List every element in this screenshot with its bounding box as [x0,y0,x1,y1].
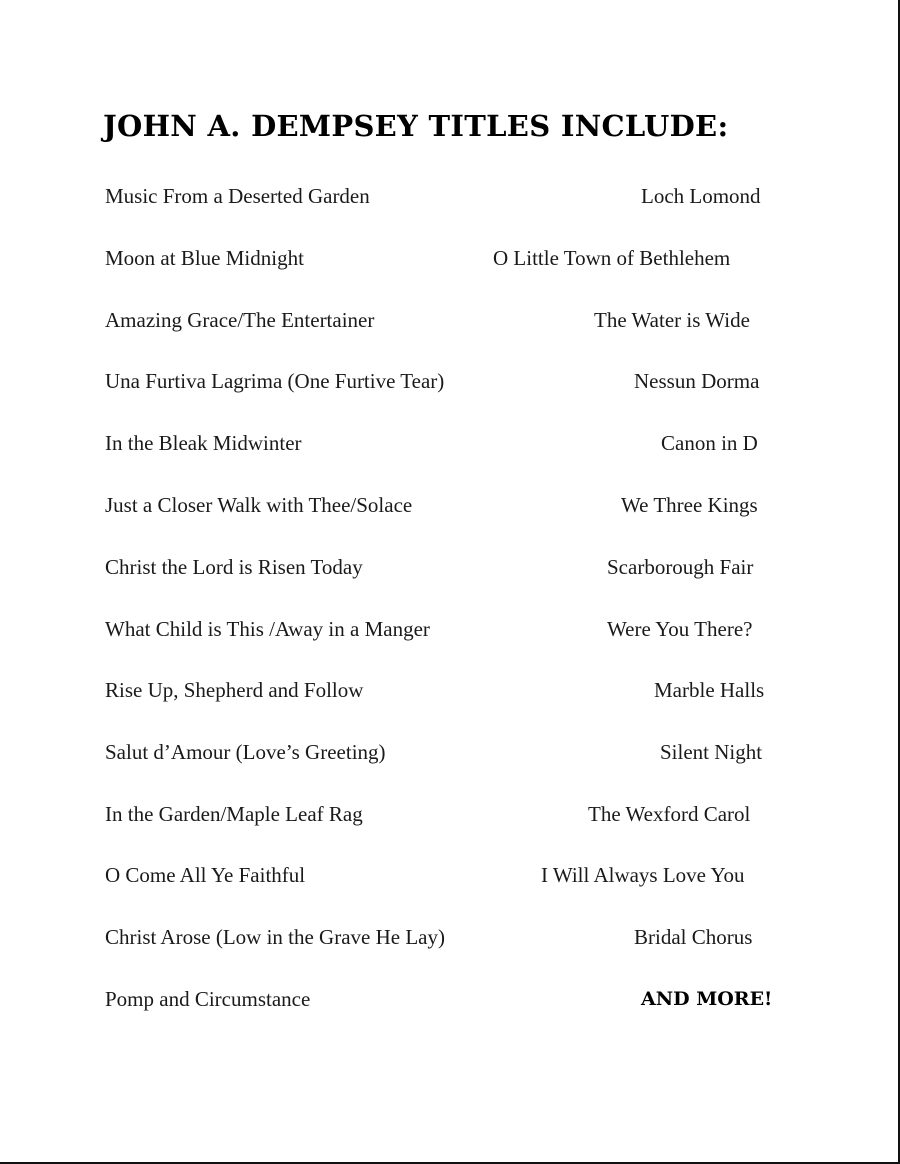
left-title: Christ Arose (Low in the Grave He Lay) [105,925,445,949]
title-row [105,860,794,890]
title-row [105,614,794,644]
right-title: Silent Night [660,740,763,764]
left-title: Just a Closer Walk with Thee/Solace [105,493,413,517]
right-title: O Little Town of Bethlehem [493,246,731,270]
left-title: Amazing Grace/The Entertainer [105,308,375,332]
right-title: Bridal Chorus [634,925,753,949]
left-title: Christ the Lord is Risen Today [105,555,363,579]
left-title: Music From a Deserted Garden [105,184,370,208]
title-row [105,243,794,273]
left-title: O Come All Ye Faithful [105,863,306,887]
title-row [105,366,794,396]
left-title: Una Furtiva Lagrima (One Furtive Tear) [105,369,445,393]
right-title: I Will Always Love You [541,863,745,887]
left-title: In the Bleak Midwinter [105,431,302,455]
title-row [105,984,794,1014]
right-title: Loch Lomond [641,184,761,208]
title-row [105,552,794,582]
and-more-label: AND MORE! [641,988,773,1010]
title-row [105,675,794,705]
left-title: Salut d’Amour (Love’s Greeting) [105,740,386,764]
title-row [105,428,794,458]
title-row [105,922,794,952]
title-row [105,181,794,211]
title-row [105,737,794,767]
right-title: We Three Kings [621,493,758,517]
left-title: Rise Up, Shepherd and Follow [105,678,364,702]
left-title: Pomp and Circumstance [105,987,311,1011]
right-title: Canon in D [661,431,758,455]
page-title: JOHN A. DEMPSEY TITLES INCLUDE: [103,109,729,143]
left-title: Moon at Blue Midnight [105,246,304,270]
left-title: What Child is This /Away in a Manger [105,617,430,641]
right-title: The Wexford Carol [588,802,751,826]
title-row [105,799,794,829]
title-row [105,490,794,520]
right-title: The Water is Wide [594,308,750,332]
right-title: Marble Halls [654,678,765,702]
left-title: In the Garden/Maple Leaf Rag [105,802,363,826]
right-title: Nessun Dorma [634,369,760,393]
title-row [105,305,794,335]
right-title: Scarborough Fair [607,555,754,579]
right-title: Were You There? [607,617,753,641]
